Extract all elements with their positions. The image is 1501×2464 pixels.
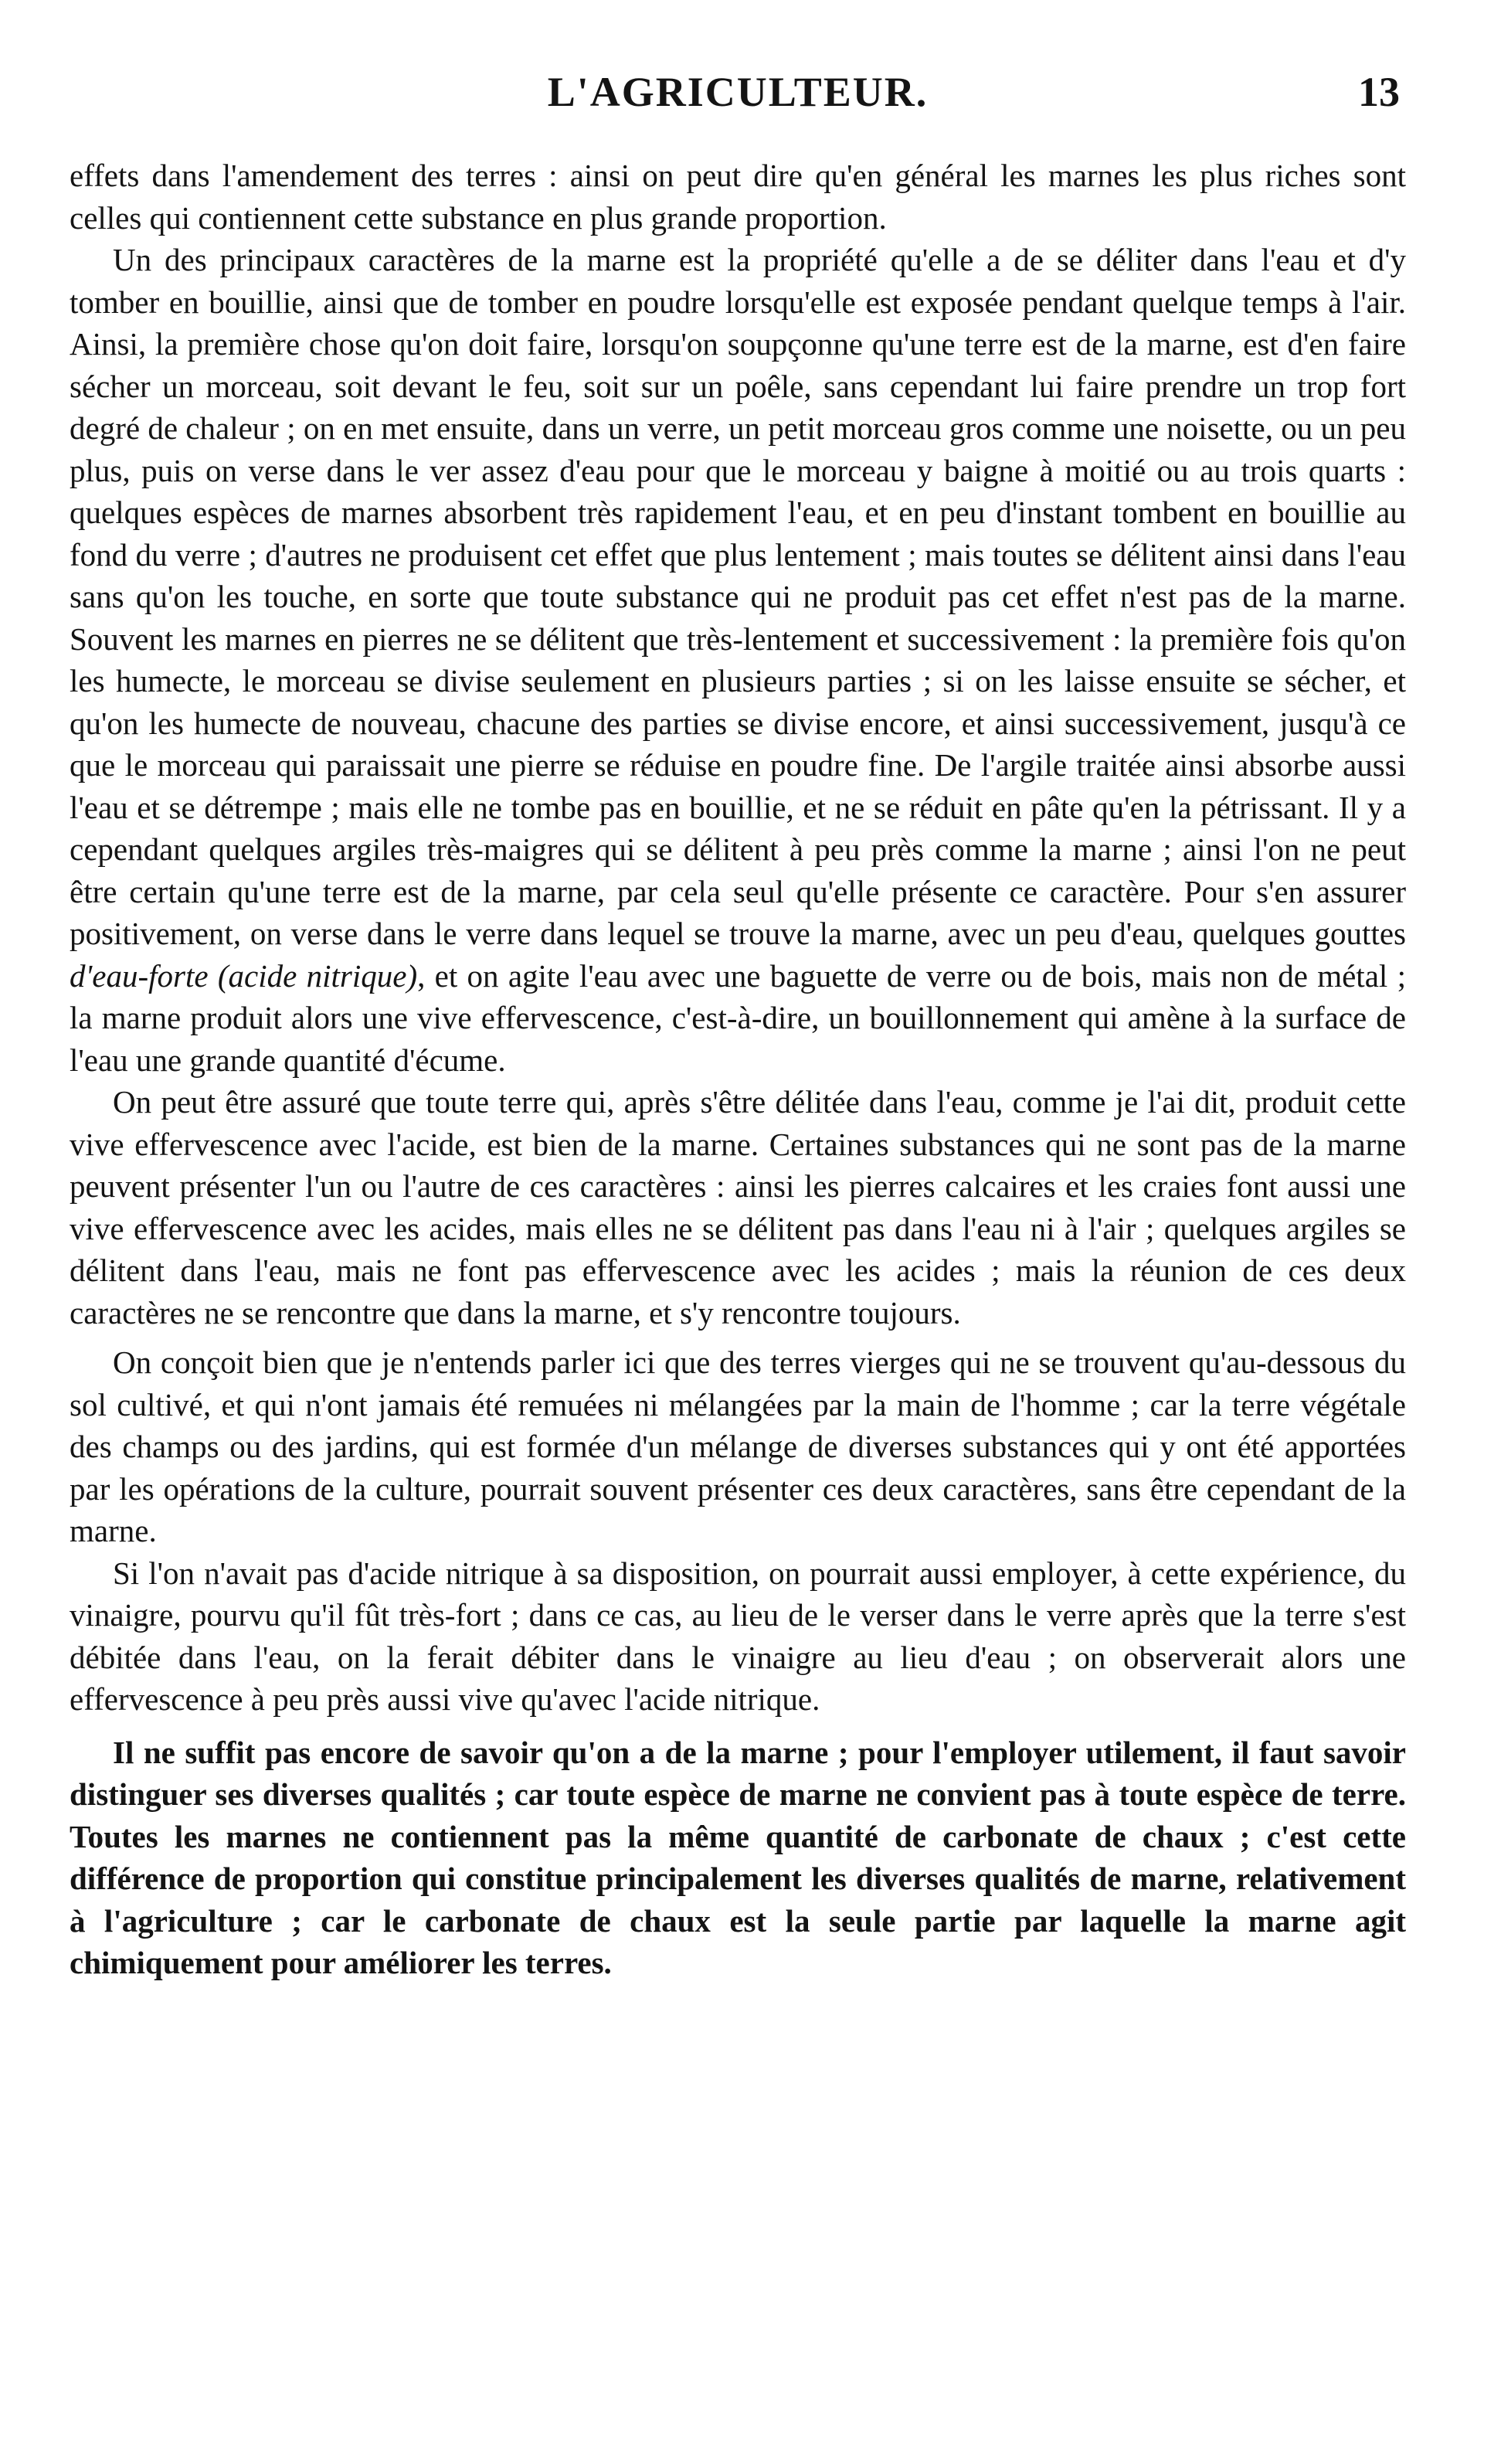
paragraph-2-italic: d'eau-forte (acide nitrique) [70, 957, 418, 994]
paragraph-1-text: effets dans l'amendement des terres : ainsi on peut dire qu'en général les marnes les plus riches sont celles qui contiennent cette substance en plus grande proportion. [70, 158, 1406, 236]
paragraph-3 [70, 1081, 1406, 1334]
paragraph-3-text: On peut être assuré que toute terre qui, après s'être délitée dans l'eau, comme je l'ai dit, produit cette vive effervescence avec l'acide, est bien de la marne. Certaines substances qui ne sont pas de la marne peuvent présenter l'un ou l'autre de ces caractères : ainsi les pierres calcaires et les craies font aussi une vive effervescence avec les acides, mais elles ne se délitent pas dans l'eau ni à l'air ; quelques argiles se délitent dans l'eau, mais ne font pas effervescence avec les acides ; mais la réunion de ces deux caractères ne se rencontre que dans la marne, et s'y rencontre toujours. [70, 1084, 1406, 1331]
paragraph-6-text: Il ne suffit pas encore de savoir qu'on a de la marne ; pour l'employer utilement, il faut savoir distinguer ses diverses qualités ; car toute espèce de marne ne convient pas à toute espèce de terre. Toutes les marnes ne contiennent pas la même quantité de carbonate de chaux ; c'est cette différence de proportion qui constitue principalement les diverses qualités de marne, relativement à l'agriculture ; car le carbonate de chaux est la seule partie par laquelle la marne agit chimiquement pour améliorer les terres. [70, 1734, 1406, 1980]
body-text [70, 155, 1406, 1984]
book-page [70, 54, 1406, 2418]
page-number: 13 [1358, 69, 1400, 115]
page-header [70, 54, 1406, 124]
running-title: L'AGRICULTEUR. [547, 69, 929, 115]
paragraph-4 [70, 1341, 1406, 1552]
paragraph-5 [70, 1552, 1406, 1721]
paragraph-6 [70, 1732, 1406, 1984]
paragraph-1 [70, 155, 1406, 239]
paragraph-5-text: Si l'on n'avait pas d'acide nitrique à sa disposition, on pourrait aussi employer, à cette expérience, du vinaigre, pourvu qu'il fût très-fort ; dans ce cas, au lieu de le verser dans le verre après que la terre s'est débitée dans l'eau, on la ferait débiter dans le vinaigre au lieu d'eau ; on observerait alors une effervescence à peu près aussi vive qu'avec l'acide nitrique. [70, 1555, 1406, 1717]
paragraph-2 [70, 239, 1406, 1081]
paragraph-2-text: Un des principaux caractères de la marne est la propriété qu'elle a de se déliter dans l'eau et d'y tomber en bouillie, ainsi que de tomber en poudre lorsqu'elle est exposée pendant quelque temps à l'air. Ainsi, la première chose qu'on doit faire, lorsqu'on soupçonne qu'une terre est de la marne, est d'en faire sécher un morceau, soit devant le feu, soit sur un poêle, sans cependant lui faire prendre un trop fort degré de chaleur ; on en met ensuite, dans un verre, un petit morceau gros comme une noisette, ou un peu plus, puis on verse dans le ver assez d'eau pour que le morceau y baigne à moitié ou au trois quarts : quelques espèces de marnes absorbent très rapidement l'eau, et en peu d'instant tombent en bouillie au fond du verre ; d'autres ne produisent cet effet que plus lentement ; mais toutes se délitent ainsi dans l'eau sans qu'on les touche, en sorte que toute substance qui ne produit pas cet effet n'est pas de la marne. Souvent les marnes en pierres ne se délitent que très-lentement et successivement : la première fois qu'on les humecte, le morceau se divise seulement en plusieurs parties ; si on les laisse ensuite se sécher, et qu'on les humecte de nouveau, chacune des parties se divise encore, et ainsi successivement, jusqu'à ce que le morceau qui paraissait une pierre se réduise en poudre fine. De l'argile traitée ainsi absorbe aussi l'eau et se détrempe ; mais elle ne tombe pas en bouillie, et ne se réduit en pâte qu'en la pétrissant. Il y a cependant quelques argiles très-maigres qui se délitent à peu près comme la marne ; ainsi l'on ne peut être certain qu'une terre est de la marne, par cela seul qu'elle présente ce caractère. Pour s'en assurer positivement, on verse dans le verre dans lequel se trouve la marne, avec un peu d'eau, quelques gouttes [70, 242, 1406, 951]
paragraph-4-text: On conçoit bien que je n'entends parler ici que des terres vierges qui ne se trouvent qu'au-dessous du sol cultivé, et qui n'ont jamais été remuées ni mélangées par la main de l'homme ; car la terre végétale des champs ou des jardins, qui est formée d'un mélange de diverses substances qui y ont été apportées par les opérations de la culture, pourrait souvent présenter ces deux caractères, sans être cependant de la marne. [70, 1344, 1406, 1548]
paragraph-2-tail: , et on agite l'eau avec une baguette de verre ou de bois, mais non de métal ; la marne produit alors une vive effervescence, c'est-à-dire, un bouillonnement qui amène à la surface de l'eau une grande quantité d'écume. [70, 957, 1406, 1078]
